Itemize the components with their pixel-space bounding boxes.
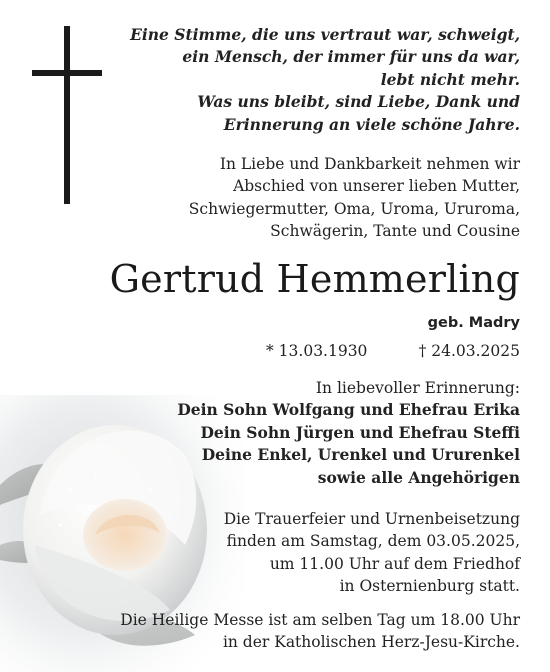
poem-line: Erinnerung an viele schöne Jahre. xyxy=(223,114,520,134)
mass-info xyxy=(40,609,520,654)
mass-line: in der Katholischen Herz-Jesu-Kirche. xyxy=(222,633,520,652)
funeral-line: in Osternienburg statt. xyxy=(339,577,520,596)
cross-vertical-bar xyxy=(64,26,70,204)
memorial-poem xyxy=(120,24,520,136)
mass-line: Die Heilige Messe ist am selben Tag um 18.00 Uhr xyxy=(120,611,520,629)
intro-line: Schwiegermutter, Oma, Uroma, Ururoma, xyxy=(188,199,520,218)
farewell-intro xyxy=(100,153,520,242)
mourners-intro: In liebevoller Erinnerung: xyxy=(315,379,520,397)
cross-icon xyxy=(32,26,102,204)
poem-line: Was uns bleibt, sind Liebe, Dank und xyxy=(197,92,520,112)
poem-line: Eine Stimme, die uns vertraut war, schweigt, xyxy=(130,25,520,44)
birth-date: * 13.03.1930 xyxy=(266,342,368,360)
deceased-name: Gertrud Hemmerling xyxy=(109,257,520,301)
birth-name: geb. Madry xyxy=(427,315,520,331)
mourner-line: Dein Sohn Wolfgang und Ehefrau Erika xyxy=(177,400,520,420)
mourner-line: sowie alle Angehörigen xyxy=(317,467,520,487)
mourners-list xyxy=(100,377,520,489)
mourner-line: Deine Enkel, Urenkel und Ururenkel xyxy=(201,445,520,465)
poem-line: lebt nicht mehr. xyxy=(380,69,520,89)
mourner-line: Dein Sohn Jürgen und Ehefrau Steffi xyxy=(200,422,520,442)
funeral-line: um 11.00 Uhr auf dem Friedhof xyxy=(269,554,520,573)
death-date: † 24.03.2025 xyxy=(418,342,520,360)
poem-line: ein Mensch, der immer für uns da war, xyxy=(182,47,520,67)
funeral-line: finden am Samstag, dem 03.05.2025, xyxy=(226,532,520,551)
cross-horizontal-bar xyxy=(32,70,102,76)
funeral-info xyxy=(100,508,520,598)
intro-line: In Liebe und Dankbarkeit nehmen wir xyxy=(219,155,520,173)
intro-line: Schwägerin, Tante und Cousine xyxy=(270,221,520,240)
funeral-line: Die Trauerfeier und Urnenbeisetzung xyxy=(223,510,520,528)
intro-line: Abschied von unserer lieben Mutter, xyxy=(233,177,520,196)
life-dates xyxy=(0,342,520,364)
